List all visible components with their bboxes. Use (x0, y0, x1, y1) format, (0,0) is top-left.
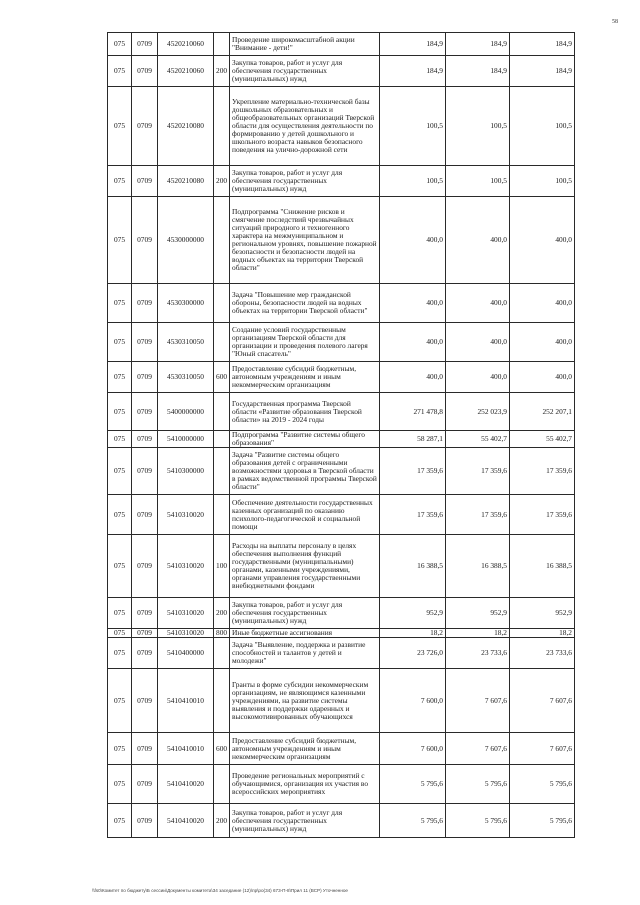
cell-name: Расходы на выплаты персоналу в целях обеспечения выполнения функций государственными (муниципальными) органами, казенными учреждениями, органами управления государственными внебюджетными фондами (230, 535, 380, 598)
table-row (108, 669, 575, 733)
cell-amount-3: 16 388,5 (510, 535, 575, 598)
cell-amount-2: 17 359,6 (446, 448, 510, 495)
table-row (108, 638, 575, 669)
cell-ved: 075 (108, 166, 132, 197)
cell-amount-1: 184,9 (380, 56, 446, 87)
cell-name: Гранты в форме субсидии некоммерческим организациям, не являющимся казенными учреждениями, на развитие системы выявления и поддержки одаренных и высокомотивированных обучающихся (230, 669, 380, 733)
cell-amount-3: 18,2 (510, 629, 575, 638)
cell-amount-3: 55 402,7 (510, 431, 575, 448)
cell-expense-type (214, 638, 230, 669)
cell-name: Закупка товаров, работ и услуг для обеспечения государственных (муниципальных) нужд (230, 166, 380, 197)
cell-amount-2: 100,5 (446, 87, 510, 166)
cell-amount-3: 400,0 (510, 197, 575, 284)
cell-expense-type: 100 (214, 535, 230, 598)
cell-section: 0709 (132, 669, 158, 733)
cell-name: Подпрограмма "Снижение рисков и смягчение последствий чрезвычайных ситуаций природного и техногенного характера на межмуниципальном и региональном уровнях, повышение пожарной безопасности и безопасности людей на водных объектах на территории Тверской области" (230, 197, 380, 284)
page-number: 58 (612, 19, 618, 25)
cell-ved: 075 (108, 804, 132, 838)
cell-amount-2: 18,2 (446, 629, 510, 638)
cell-section: 0709 (132, 33, 158, 56)
cell-section: 0709 (132, 362, 158, 393)
cell-ved: 075 (108, 598, 132, 629)
cell-amount-3: 7 607,6 (510, 733, 575, 765)
cell-amount-3: 400,0 (510, 362, 575, 393)
cell-amount-2: 100,5 (446, 166, 510, 197)
cell-name: Предоставление субсидий бюджетным, автономным учреждениям и иным некоммерческим организациям (230, 733, 380, 765)
cell-target-article: 4520210080 (158, 166, 214, 197)
cell-amount-2: 16 388,5 (446, 535, 510, 598)
cell-expense-type: 200 (214, 56, 230, 87)
cell-expense-type (214, 323, 230, 362)
table-row (108, 733, 575, 765)
cell-amount-2: 184,9 (446, 56, 510, 87)
cell-amount-1: 7 600,0 (380, 669, 446, 733)
cell-target-article: 5410310020 (158, 598, 214, 629)
table-row (108, 535, 575, 598)
cell-target-article: 4520210060 (158, 56, 214, 87)
cell-amount-3: 952,9 (510, 598, 575, 629)
cell-amount-3: 100,5 (510, 87, 575, 166)
cell-amount-3: 7 607,6 (510, 669, 575, 733)
cell-target-article: 5410310020 (158, 495, 214, 535)
table-row (108, 362, 575, 393)
cell-amount-1: 184,9 (380, 33, 446, 56)
cell-amount-1: 16 388,5 (380, 535, 446, 598)
cell-amount-3: 400,0 (510, 284, 575, 323)
cell-amount-3: 5 795,6 (510, 765, 575, 804)
cell-section: 0709 (132, 535, 158, 598)
cell-amount-1: 100,5 (380, 87, 446, 166)
cell-target-article: 4530300000 (158, 284, 214, 323)
cell-section: 0709 (132, 629, 158, 638)
table-body (108, 33, 575, 838)
cell-section: 0709 (132, 323, 158, 362)
cell-amount-3: 252 207,1 (510, 393, 575, 431)
cell-name: Предоставление субсидий бюджетным, автономным учреждениям и иным некоммерческим организациям (230, 362, 380, 393)
cell-expense-type (214, 33, 230, 56)
cell-amount-2: 400,0 (446, 197, 510, 284)
cell-amount-1: 5 795,6 (380, 804, 446, 838)
cell-section: 0709 (132, 733, 158, 765)
cell-amount-1: 952,9 (380, 598, 446, 629)
cell-amount-3: 400,0 (510, 323, 575, 362)
cell-ved: 075 (108, 362, 132, 393)
cell-target-article: 5410410010 (158, 733, 214, 765)
cell-section: 0709 (132, 197, 158, 284)
cell-ved: 075 (108, 669, 132, 733)
cell-ved: 075 (108, 629, 132, 638)
cell-name: Подпрограмма "Развитие системы общего образования" (230, 431, 380, 448)
cell-expense-type (214, 448, 230, 495)
cell-target-article: 5410400000 (158, 638, 214, 669)
cell-ved: 075 (108, 33, 132, 56)
cell-target-article: 5410310020 (158, 629, 214, 638)
budget-table (107, 32, 575, 838)
cell-expense-type: 200 (214, 804, 230, 838)
cell-amount-3: 184,9 (510, 56, 575, 87)
cell-ved: 075 (108, 765, 132, 804)
cell-section: 0709 (132, 431, 158, 448)
cell-target-article: 4530310050 (158, 323, 214, 362)
cell-name: Закупка товаров, работ и услуг для обеспечения государственных (муниципальных) нужд (230, 598, 380, 629)
cell-section: 0709 (132, 495, 158, 535)
cell-amount-2: 17 359,6 (446, 495, 510, 535)
cell-ved: 075 (108, 733, 132, 765)
cell-expense-type (214, 431, 230, 448)
table-row (108, 598, 575, 629)
cell-target-article: 4530000000 (158, 197, 214, 284)
table-row (108, 56, 575, 87)
cell-expense-type: 600 (214, 733, 230, 765)
cell-amount-2: 252 023,9 (446, 393, 510, 431)
cell-target-article: 4520210080 (158, 87, 214, 166)
cell-name: Задача "Развитие системы общего образования детей с ограниченными возможностями здоровья в Тверской области в рамках ведомственной программы Тверской области" (230, 448, 380, 495)
cell-target-article: 5410300000 (158, 448, 214, 495)
table-row (108, 448, 575, 495)
cell-ved: 075 (108, 638, 132, 669)
cell-expense-type (214, 495, 230, 535)
table-row (108, 765, 575, 804)
cell-expense-type (214, 87, 230, 166)
cell-name: Создание условий государственным организациям Тверской области для организации и проведения полевого лагеря "Юный спасатель" (230, 323, 380, 362)
cell-amount-2: 7 607,6 (446, 669, 510, 733)
cell-target-article: 5410410020 (158, 765, 214, 804)
cell-ved: 075 (108, 284, 132, 323)
cell-section: 0709 (132, 804, 158, 838)
table-row (108, 431, 575, 448)
table-row (108, 284, 575, 323)
cell-amount-3: 23 733,6 (510, 638, 575, 669)
table-row (108, 33, 575, 56)
cell-ved: 075 (108, 197, 132, 284)
cell-target-article: 5400000000 (158, 393, 214, 431)
cell-amount-1: 7 600,0 (380, 733, 446, 765)
cell-amount-2: 5 795,6 (446, 765, 510, 804)
cell-expense-type: 600 (214, 362, 230, 393)
cell-ved: 075 (108, 431, 132, 448)
cell-target-article: 5410310020 (158, 535, 214, 598)
cell-ved: 075 (108, 535, 132, 598)
table-row (108, 629, 575, 638)
cell-amount-2: 7 607,6 (446, 733, 510, 765)
cell-expense-type: 800 (214, 629, 230, 638)
cell-name: Обеспечение деятельности государственных казенных организаций по оказанию психолого-педагогической и социальной помощи (230, 495, 380, 535)
cell-amount-2: 55 402,7 (446, 431, 510, 448)
cell-target-article: 4530310050 (158, 362, 214, 393)
cell-amount-1: 5 795,6 (380, 765, 446, 804)
cell-section: 0709 (132, 638, 158, 669)
cell-amount-1: 400,0 (380, 284, 446, 323)
cell-name: Укрепление материально-технической базы дошкольных образовательных и общеобразовательных организаций Тверской области для осуществления деятельности по формированию у детей дошкольного и школьного возраста навыков безопасного поведения на улично-дорожной сети (230, 87, 380, 166)
cell-section: 0709 (132, 284, 158, 323)
table-row (108, 87, 575, 166)
cell-name: Закупка товаров, работ и услуг для обеспечения государственных (муниципальных) нужд (230, 56, 380, 87)
cell-section: 0709 (132, 393, 158, 431)
cell-name: Закупка товаров, работ и услуг для обеспечения государственных (муниципальных) нужд (230, 804, 380, 838)
cell-expense-type (214, 197, 230, 284)
cell-ved: 075 (108, 87, 132, 166)
cell-name: Иные бюджетные ассигнования (230, 629, 380, 638)
cell-target-article: 4520210060 (158, 33, 214, 56)
cell-ved: 075 (108, 56, 132, 87)
cell-expense-type (214, 765, 230, 804)
table-row (108, 804, 575, 838)
cell-amount-3: 17 359,6 (510, 495, 575, 535)
cell-section: 0709 (132, 56, 158, 87)
cell-amount-1: 400,0 (380, 197, 446, 284)
cell-ved: 075 (108, 393, 132, 431)
cell-name: Задача "Выявление, поддержка и развитие способностей и талантов у детей и молодежи" (230, 638, 380, 669)
cell-section: 0709 (132, 87, 158, 166)
cell-amount-1: 18,2 (380, 629, 446, 638)
cell-target-article: 5410410020 (158, 804, 214, 838)
table-row (108, 323, 575, 362)
table-row (108, 495, 575, 535)
cell-amount-1: 17 359,6 (380, 495, 446, 535)
cell-expense-type: 200 (214, 598, 230, 629)
cell-amount-3: 184,9 (510, 33, 575, 56)
cell-section: 0709 (132, 166, 158, 197)
cell-amount-1: 58 287,1 (380, 431, 446, 448)
cell-name: Проведение широкомасштабной акции "Внимание - дети!" (230, 33, 380, 56)
cell-amount-1: 400,0 (380, 362, 446, 393)
cell-amount-3: 17 359,6 (510, 448, 575, 495)
cell-amount-1: 400,0 (380, 323, 446, 362)
cell-section: 0709 (132, 765, 158, 804)
cell-amount-1: 17 359,6 (380, 448, 446, 495)
cell-amount-1: 23 726,0 (380, 638, 446, 669)
table-row (108, 197, 575, 284)
table-row (108, 166, 575, 197)
cell-amount-1: 100,5 (380, 166, 446, 197)
cell-expense-type (214, 284, 230, 323)
cell-amount-3: 100,5 (510, 166, 575, 197)
cell-name: Проведение региональных мероприятий с обучающимися, организация их участия во всероссийских мероприятиях (230, 765, 380, 804)
cell-target-article: 5410000000 (158, 431, 214, 448)
cell-section: 0709 (132, 448, 158, 495)
cell-amount-2: 23 733,6 (446, 638, 510, 669)
cell-amount-2: 400,0 (446, 362, 510, 393)
cell-target-article: 5410410010 (158, 669, 214, 733)
cell-amount-2: 5 795,6 (446, 804, 510, 838)
cell-expense-type (214, 669, 230, 733)
cell-name: Задача "Повышение мер гражданской обороны, безопасности людей на водных объектах на территории Тверской области" (230, 284, 380, 323)
cell-ved: 075 (108, 448, 132, 495)
cell-amount-2: 184,9 (446, 33, 510, 56)
cell-section: 0709 (132, 598, 158, 629)
cell-ved: 075 (108, 495, 132, 535)
cell-amount-2: 400,0 (446, 323, 510, 362)
cell-amount-2: 400,0 (446, 284, 510, 323)
cell-expense-type (214, 393, 230, 431)
cell-name: Государственная программа Тверской области «Развитие образования Тверской области» на 2019 - 2024 годы (230, 393, 380, 431)
cell-expense-type: 200 (214, 166, 230, 197)
cell-amount-1: 271 478,8 (380, 393, 446, 431)
cell-amount-3: 5 795,6 (510, 804, 575, 838)
cell-amount-2: 952,9 (446, 598, 510, 629)
table-row (108, 393, 575, 431)
cell-ved: 075 (108, 323, 132, 362)
footer-file-path: \\fs0\Комитет по бюджету\Б сессии\Документы комитета\34 заседание (12)\пр\ро(34) 673-П-8\Прил 11 (ВСР) Уточненное (92, 888, 348, 893)
